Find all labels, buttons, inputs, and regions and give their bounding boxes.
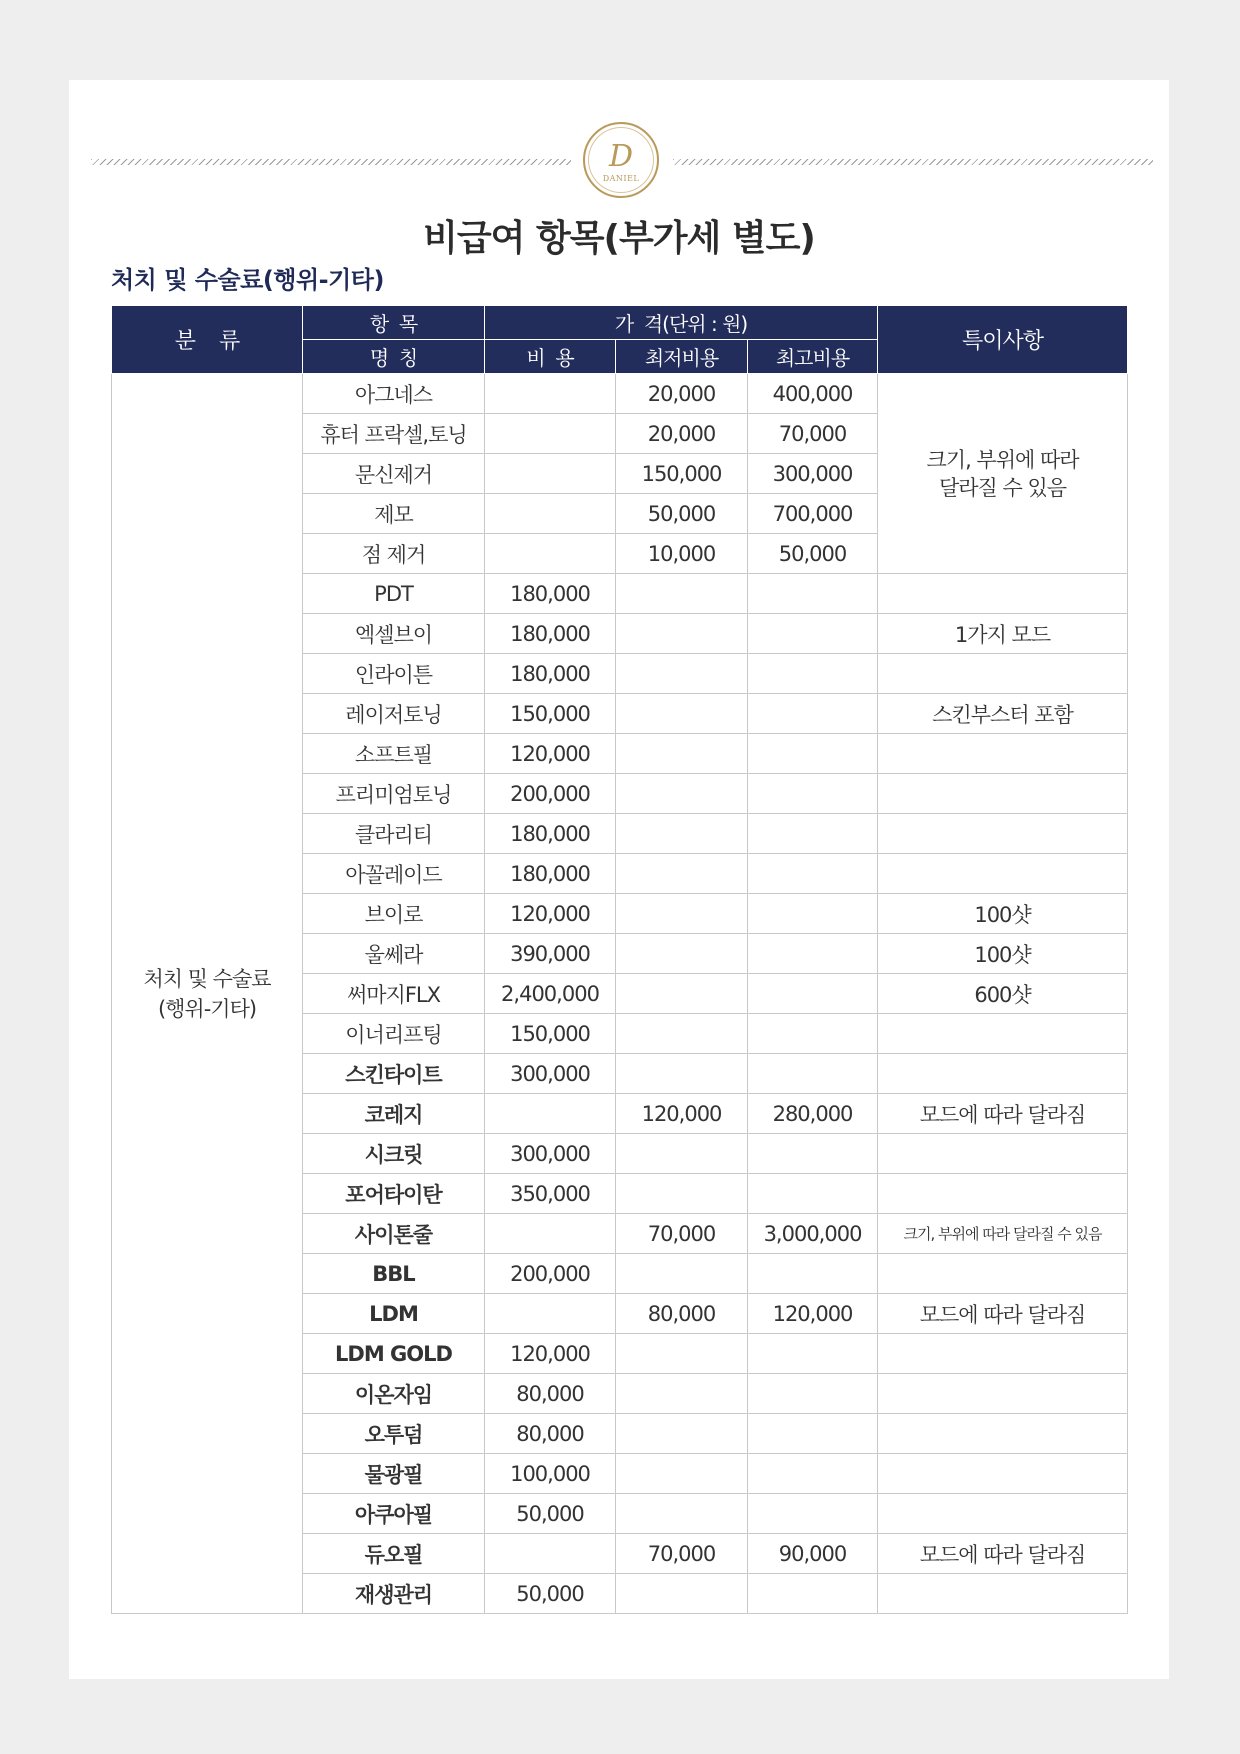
price-table <box>111 305 1128 1614</box>
min-cost-cell <box>616 1574 748 1614</box>
note-cell <box>878 1174 1128 1214</box>
min-cost-cell: 120,000 <box>616 1094 748 1134</box>
cost-cell <box>485 414 616 454</box>
max-cost-cell <box>748 974 878 1014</box>
max-cost-cell <box>748 654 878 694</box>
item-name-cell: 아그네스 <box>303 374 485 414</box>
max-cost-cell: 400,000 <box>748 374 878 414</box>
note-cell <box>878 854 1128 894</box>
max-cost-cell: 90,000 <box>748 1534 878 1574</box>
item-name-cell: BBL <box>303 1254 485 1294</box>
max-cost-cell <box>748 814 878 854</box>
item-name-cell: PDT <box>303 574 485 614</box>
note-cell: 모드에 따라 달라짐 <box>878 1534 1128 1574</box>
header-notes: 특이사항 <box>878 306 1128 374</box>
max-cost-cell <box>748 1374 878 1414</box>
min-cost-cell <box>616 974 748 1014</box>
header-name: 명 칭 <box>303 340 485 374</box>
cost-cell <box>485 1534 616 1574</box>
item-name-cell: 스킨타이트 <box>303 1054 485 1094</box>
item-name-cell: 이너리프팅 <box>303 1014 485 1054</box>
cost-cell <box>485 374 616 414</box>
min-cost-cell <box>616 1254 748 1294</box>
item-name-cell: 듀오필 <box>303 1534 485 1574</box>
note-cell: 모드에 따라 달라짐 <box>878 1294 1128 1334</box>
max-cost-cell <box>748 1054 878 1094</box>
item-name-cell: 제모 <box>303 494 485 534</box>
max-cost-cell <box>748 694 878 734</box>
max-cost-cell <box>748 854 878 894</box>
max-cost-cell: 280,000 <box>748 1094 878 1134</box>
note-cell <box>878 1014 1128 1054</box>
cost-cell: 120,000 <box>485 894 616 934</box>
min-cost-cell: 150,000 <box>616 454 748 494</box>
cost-cell <box>485 534 616 574</box>
max-cost-cell <box>748 1454 878 1494</box>
table-body <box>112 374 1128 1614</box>
note-cell <box>878 1254 1128 1294</box>
cost-cell: 80,000 <box>485 1414 616 1454</box>
note-cell: 스킨부스터 포함 <box>878 694 1128 734</box>
table-row <box>112 374 1128 414</box>
note-cell <box>878 574 1128 614</box>
cost-cell: 120,000 <box>485 734 616 774</box>
min-cost-cell: 70,000 <box>616 1214 748 1254</box>
max-cost-cell <box>748 614 878 654</box>
item-name-cell: 브이로 <box>303 894 485 934</box>
header-price-group: 가 격(단위 : 원) <box>485 306 878 340</box>
cost-cell <box>485 1294 616 1334</box>
note-cell <box>878 1494 1128 1534</box>
price-sheet <box>69 80 1169 1679</box>
item-name-cell: 포어타이탄 <box>303 1174 485 1214</box>
note-cell <box>878 1134 1128 1174</box>
cost-cell: 180,000 <box>485 814 616 854</box>
decorative-divider-right <box>673 159 1153 165</box>
item-name-cell: 엑셀브이 <box>303 614 485 654</box>
cost-cell <box>485 1214 616 1254</box>
item-name-cell: 소프트필 <box>303 734 485 774</box>
max-cost-cell: 300,000 <box>748 454 878 494</box>
cost-cell: 180,000 <box>485 574 616 614</box>
item-name-cell: 아쿠아필 <box>303 1494 485 1534</box>
cost-cell <box>485 494 616 534</box>
item-name-cell: 오투덤 <box>303 1414 485 1454</box>
max-cost-cell <box>748 1174 878 1214</box>
max-cost-cell <box>748 1014 878 1054</box>
header-item: 항 목 <box>303 306 485 340</box>
cost-cell: 2,400,000 <box>485 974 616 1014</box>
item-name-cell: 울쎄라 <box>303 934 485 974</box>
note-cell: 모드에 따라 달라짐 <box>878 1094 1128 1134</box>
item-name-cell: 사이톤줄 <box>303 1214 485 1254</box>
min-cost-cell <box>616 1134 748 1174</box>
item-name-cell: LDM <box>303 1294 485 1334</box>
max-cost-cell <box>748 1134 878 1174</box>
note-cell: 100샷 <box>878 894 1128 934</box>
max-cost-cell: 120,000 <box>748 1294 878 1334</box>
note-cell <box>878 1054 1128 1094</box>
item-name-cell: LDM GOLD <box>303 1334 485 1374</box>
item-name-cell: 클라리티 <box>303 814 485 854</box>
item-name-cell: 프리미엄토닝 <box>303 774 485 814</box>
min-cost-cell <box>616 854 748 894</box>
note-cell: 600샷 <box>878 974 1128 1014</box>
max-cost-cell: 3,000,000 <box>748 1214 878 1254</box>
max-cost-cell: 700,000 <box>748 494 878 534</box>
item-name-cell: 이온자임 <box>303 1374 485 1414</box>
max-cost-cell <box>748 894 878 934</box>
max-cost-cell: 70,000 <box>748 414 878 454</box>
min-cost-cell <box>616 934 748 974</box>
daniel-logo <box>583 122 659 198</box>
cost-cell: 350,000 <box>485 1174 616 1214</box>
item-name-cell: 아꼴레이드 <box>303 854 485 894</box>
cost-cell: 180,000 <box>485 614 616 654</box>
min-cost-cell <box>616 1174 748 1214</box>
logo-wordmark: DANIEL <box>602 173 640 183</box>
item-name-cell: 점 제거 <box>303 534 485 574</box>
header-category: 분 류 <box>112 306 303 374</box>
min-cost-cell <box>616 694 748 734</box>
cost-cell: 100,000 <box>485 1454 616 1494</box>
max-cost-cell <box>748 934 878 974</box>
min-cost-cell: 50,000 <box>616 494 748 534</box>
cost-cell <box>485 1094 616 1134</box>
note-cell: 크기, 부위에 따라 달라질 수 있음 <box>878 1214 1128 1254</box>
cost-cell: 80,000 <box>485 1374 616 1414</box>
note-cell <box>878 1454 1128 1494</box>
min-cost-cell: 80,000 <box>616 1294 748 1334</box>
cost-cell: 200,000 <box>485 774 616 814</box>
page-title: 비급여 항목(부가세 별도) <box>423 218 815 259</box>
item-name-cell: 시크릿 <box>303 1134 485 1174</box>
cost-cell: 300,000 <box>485 1134 616 1174</box>
item-name-cell: 휴터 프락셀,토닝 <box>303 414 485 454</box>
min-cost-cell <box>616 1454 748 1494</box>
min-cost-cell <box>616 734 748 774</box>
decorative-divider-left <box>91 159 571 165</box>
cost-cell: 300,000 <box>485 1054 616 1094</box>
cost-cell: 200,000 <box>485 1254 616 1294</box>
item-name-cell: 써마지FLX <box>303 974 485 1014</box>
note-cell <box>878 1414 1128 1454</box>
cost-cell: 180,000 <box>485 654 616 694</box>
max-cost-cell <box>748 1334 878 1374</box>
max-cost-cell <box>748 1414 878 1454</box>
max-cost-cell <box>748 574 878 614</box>
item-name-cell: 인라이튼 <box>303 654 485 694</box>
min-cost-cell <box>616 614 748 654</box>
min-cost-cell <box>616 814 748 854</box>
cost-cell: 180,000 <box>485 854 616 894</box>
item-name-cell: 문신제거 <box>303 454 485 494</box>
min-cost-cell <box>616 654 748 694</box>
min-cost-cell <box>616 1374 748 1414</box>
min-cost-cell <box>616 774 748 814</box>
note-cell <box>878 734 1128 774</box>
note-cell: 100샷 <box>878 934 1128 974</box>
header-cost: 비 용 <box>485 340 616 374</box>
header-max-cost: 최고비용 <box>748 340 878 374</box>
min-cost-cell <box>616 1014 748 1054</box>
min-cost-cell <box>616 1334 748 1374</box>
max-cost-cell: 50,000 <box>748 534 878 574</box>
min-cost-cell: 20,000 <box>616 414 748 454</box>
cost-cell <box>485 454 616 494</box>
note-cell <box>878 814 1128 854</box>
cost-cell: 50,000 <box>485 1574 616 1614</box>
item-name-cell: 코레지 <box>303 1094 485 1134</box>
merged-note-cell: 크기, 부위에 따라 달라질 수 있음 <box>878 374 1128 574</box>
min-cost-cell: 70,000 <box>616 1534 748 1574</box>
item-name-cell: 재생관리 <box>303 1574 485 1614</box>
category-cell: 처치 및 수술료 (행위-기타) <box>112 374 303 1614</box>
item-name-cell: 물광필 <box>303 1454 485 1494</box>
min-cost-cell: 10,000 <box>616 534 748 574</box>
cost-cell: 390,000 <box>485 934 616 974</box>
header-min-cost: 최저비용 <box>616 340 748 374</box>
logo-monogram: D <box>608 138 634 174</box>
section-title: 처치 및 수술료(행위-기타) <box>111 266 384 294</box>
item-name-cell: 레이저토닝 <box>303 694 485 734</box>
note-cell: 1가지 모드 <box>878 614 1128 654</box>
cost-cell: 120,000 <box>485 1334 616 1374</box>
note-cell <box>878 654 1128 694</box>
note-cell <box>878 1574 1128 1614</box>
note-cell <box>878 1334 1128 1374</box>
max-cost-cell <box>748 1254 878 1294</box>
cost-cell: 150,000 <box>485 694 616 734</box>
max-cost-cell <box>748 734 878 774</box>
note-cell <box>878 774 1128 814</box>
min-cost-cell <box>616 1054 748 1094</box>
cost-cell: 150,000 <box>485 1014 616 1054</box>
min-cost-cell <box>616 574 748 614</box>
min-cost-cell: 20,000 <box>616 374 748 414</box>
note-cell <box>878 1374 1128 1414</box>
max-cost-cell <box>748 774 878 814</box>
max-cost-cell <box>748 1494 878 1534</box>
min-cost-cell <box>616 1494 748 1534</box>
min-cost-cell <box>616 1414 748 1454</box>
min-cost-cell <box>616 894 748 934</box>
max-cost-cell <box>748 1574 878 1614</box>
table-header <box>112 306 1128 374</box>
cost-cell: 50,000 <box>485 1494 616 1534</box>
